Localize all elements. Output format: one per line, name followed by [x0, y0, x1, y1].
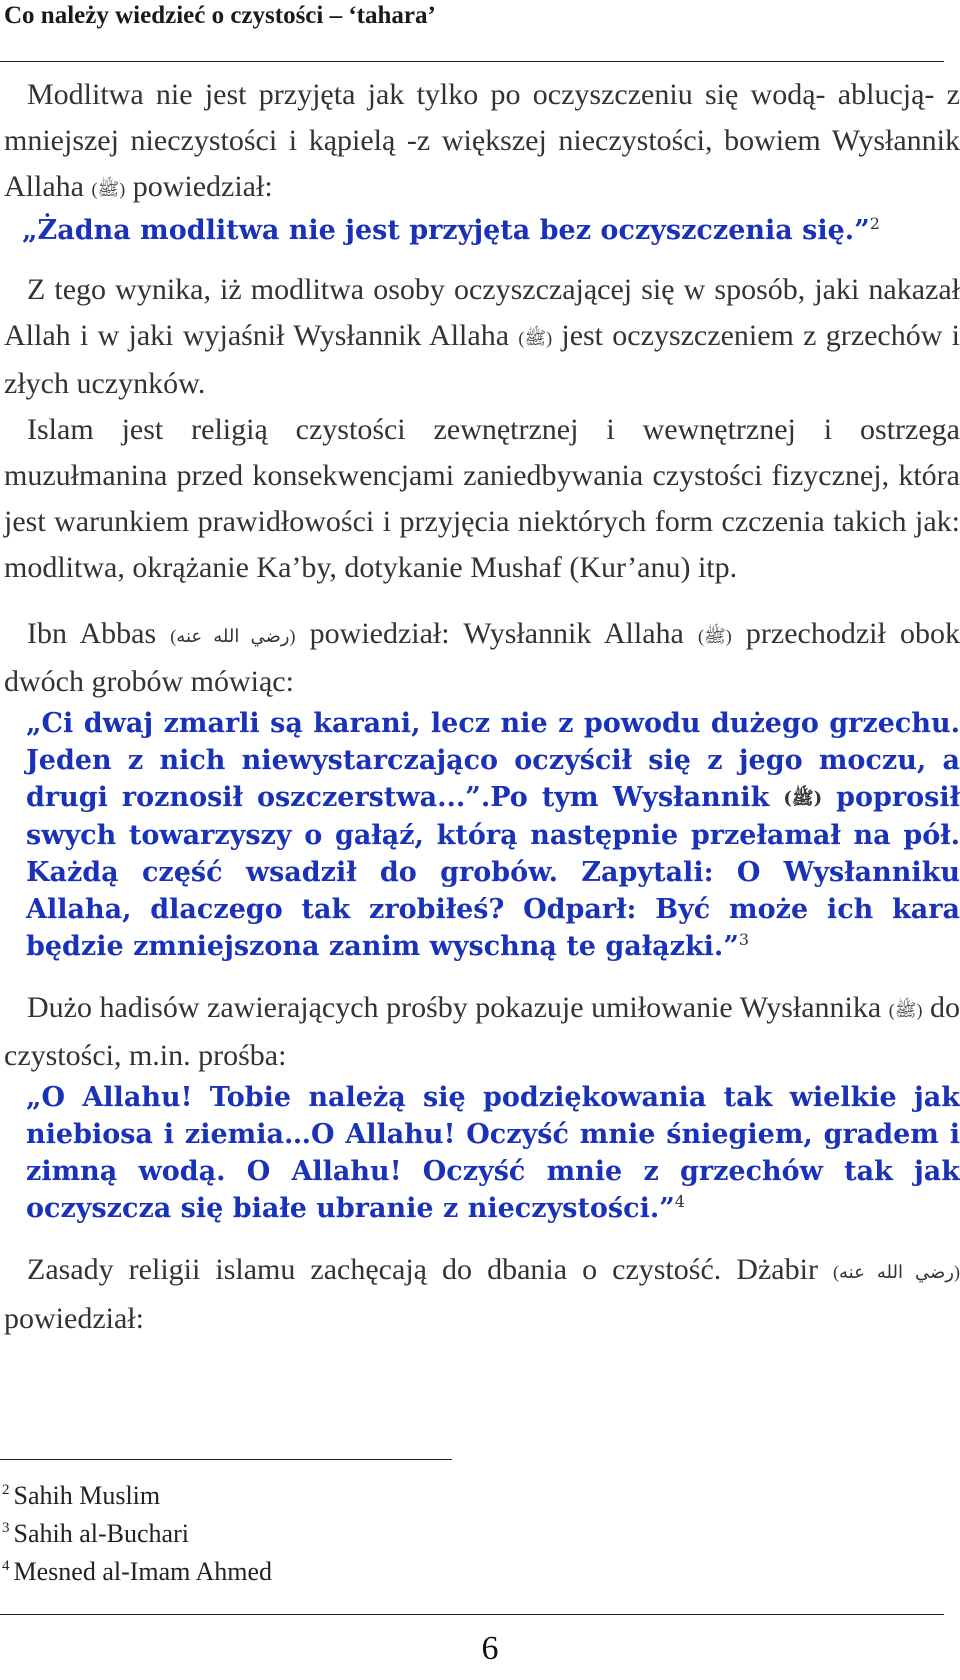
- honorific-symbol: (ﷺ): [698, 626, 732, 647]
- honorific-symbol: (ﷺ): [91, 179, 126, 200]
- honorific-symbol: (رضي الله عنه): [170, 626, 296, 647]
- text: jest oczyszczeniem z grzechów i złych uczynków.: [4, 319, 960, 401]
- dua-quote: [4, 1079, 960, 1227]
- quote-text: poprosił swych towarzyszy o gałąź, którą następnie przełamał na pół. Każdą część wsadził do grobów. Zapytali: O Wysłanniku Allaha, dlaczego tak zrobiłeś? Odparł: Być może ich kara będzie zmniejszona zanim wyschną te gałązki.”: [26, 782, 960, 963]
- footnote-text: Sahih Muslim: [13, 1481, 161, 1510]
- text: powiedział:: [4, 1301, 144, 1335]
- honorific-symbol: (ﷺ): [518, 328, 553, 349]
- running-header: Co należy wiedzieć o czystości – ‘tahara’: [4, 2, 436, 29]
- quote-text: „Żadna modlitwa nie jest przyjęta bez oczyszczenia się.”: [22, 215, 870, 247]
- footnotes: [2, 1477, 272, 1591]
- footnote-ref: 2: [869, 214, 880, 234]
- spacer: [4, 965, 960, 985]
- text: Modlitwa nie jest przyjęta jak tylko po oczyszczeniu się wodą- ablucją- z mniejszej nieczystości i kąpielą -z większej nieczystości, bowiem Wysłannik Allaha: [4, 78, 960, 203]
- spacer: [4, 1227, 960, 1247]
- quote-text: „O Allahu! Tobie należą się podziękowania tak wielkie jak niebiosa i ziemia…O Allahu! Oczyść mnie śniegiem, gradem i zimną wodą. O Allahu! Oczyść mnie z grzechów tak jak oczyszcza się białe ubranie z nieczystości.”: [26, 1082, 960, 1225]
- header-rule: [0, 61, 944, 62]
- text: Z tego wynika, iż modlitwa osoby oczyszczającej się w sposób, jaki nakazał Allah i w jaki wyjaśnił Wysłannik Allaha: [4, 273, 960, 353]
- footnote-text: Mesned al-Imam Ahmed: [13, 1557, 272, 1586]
- footnote-number: 2: [2, 1482, 10, 1499]
- footnote-3: [2, 1515, 272, 1553]
- footnote-rule: [0, 1459, 452, 1460]
- text: Dużo hadisów zawierających prośby pokazuje umiłowanie Wysłannika: [27, 991, 889, 1025]
- paragraph-4: [4, 611, 960, 705]
- hadith-quote-2: [4, 705, 960, 965]
- honorific-symbol: (ﷺ): [888, 1000, 923, 1021]
- text: powiedział: Wysłannik Allaha: [295, 617, 698, 651]
- hadith-quote-1: [4, 212, 960, 249]
- footnote-ref: 3: [738, 930, 750, 950]
- footnote-number: 3: [2, 1520, 10, 1537]
- footnote-text: Sahih al-Buchari: [13, 1519, 189, 1548]
- text: powiedział:: [125, 170, 273, 203]
- paragraph-6: [4, 1247, 960, 1341]
- page-body: [4, 72, 960, 1342]
- footnote-ref: 4: [674, 1192, 685, 1212]
- honorific-symbol: (رضي الله عنه): [832, 1262, 960, 1283]
- paragraph-3: Islam jest religią czystości zewnętrznej i wewnętrznej i ostrzega muzułmanina przed konsekwencjami zaniedbywania czystości fizycznej, która jest warunkiem prawidłowości i przyjęcia niektórych form czczenia takich jak: modlitwa, okrążanie Ka’by, dotykanie Mushaf (Kur’anu) itp.: [4, 413, 960, 585]
- quote-text: „Ci dwaj zmarli są karani, lecz nie z powodu dużego grzechu. Jeden z nich niewystarczająco oczyścił się z jego moczu, a drugi roznosił oszczerstwa...”.Po tym Wysłannik: [26, 708, 960, 814]
- paragraph-1: [4, 72, 960, 212]
- paragraph-2: [4, 267, 960, 407]
- text: do czystości, m.in. prośba:: [4, 991, 960, 1073]
- footnote-2: [2, 1477, 272, 1515]
- spacer: [4, 249, 960, 267]
- spacer: [4, 591, 960, 611]
- footer-rule: [0, 1614, 944, 1615]
- page-number: 6: [481, 1630, 499, 1667]
- honorific-symbol: (ﷺ): [783, 788, 823, 810]
- text: Ibn Abbas: [27, 617, 171, 651]
- footnote-number: 4: [2, 1558, 10, 1575]
- text: Zasady religii islamu zachęcają do dbania o czystość. Dżabir: [27, 1253, 833, 1287]
- text: przechodził obok dwóch grobów mówiąc:: [4, 617, 960, 699]
- footnote-4: [2, 1553, 272, 1591]
- paragraph-5: [4, 985, 960, 1079]
